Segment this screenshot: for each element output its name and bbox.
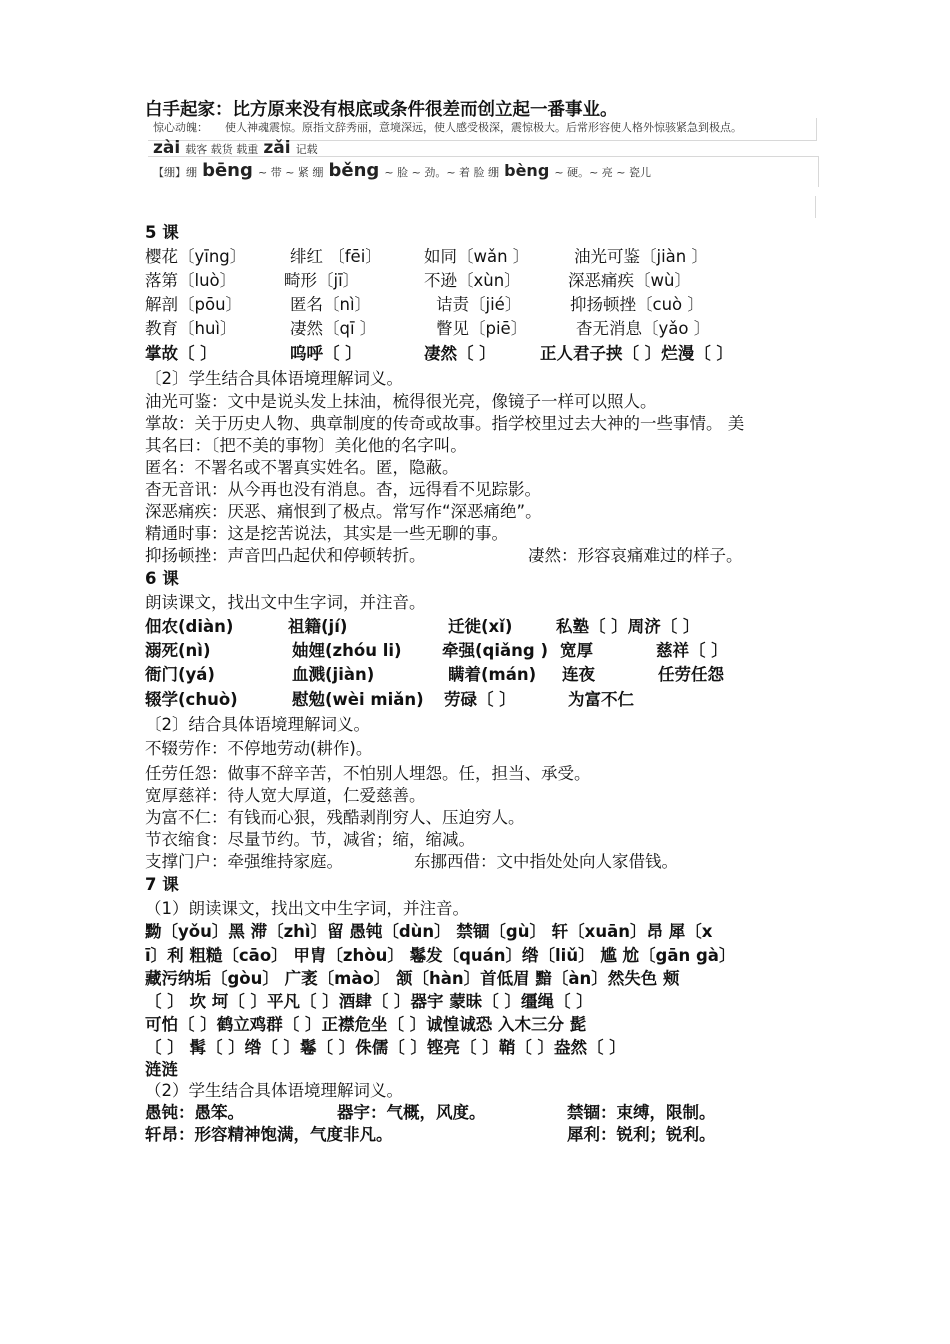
l6-r4-c3: 劳碌〔 〕 bbox=[444, 690, 516, 709]
l5-r3-c4: 抑扬顿挫〔cuò 〕 bbox=[570, 295, 704, 314]
l5-r2-c3: 不逊〔xùn〕 bbox=[424, 271, 521, 290]
l5-def-1: 油光可鉴：文中是说头发上抹油，梳得很光亮，像镜子一样可以照人。 bbox=[145, 392, 657, 411]
l6-r3-c1: 衙门(yá) bbox=[145, 665, 215, 684]
l7-def-5: 犀利：锐利；锐利。 bbox=[567, 1125, 716, 1144]
l6-r2-c4: 宽厚 bbox=[560, 641, 593, 660]
l6-def-4: 为富不仁：有钱而心狠，残酷剥削穷人、压迫穷人。 bbox=[145, 808, 525, 827]
l5-def-3: 其名曰：〔把不美的事物〕美化他的名字叫。 bbox=[145, 436, 467, 455]
beng-mid-2: ~ 脸 ~ 劲。~ 着 脸 绷 bbox=[384, 166, 500, 179]
l5-def-8a: 抑扬顿挫：声音凹凸起伏和停顿转折。 bbox=[145, 546, 426, 565]
l5-sub2: 〔2〕学生结合具体语境理解词义。 bbox=[145, 369, 403, 388]
lesson7-title: 7 课 bbox=[145, 875, 179, 894]
faint-box-3 bbox=[815, 196, 816, 218]
l6-r2-c1: 溺死(nì) bbox=[145, 641, 211, 660]
beng-row bbox=[153, 160, 651, 181]
l7-para-5: 可怕〔 〕鹤立鸡群〔 〕正襟危坐〔 〕诚惶诚恐 入木三分 髭 bbox=[145, 1015, 587, 1034]
l6-r4-c4: 为富不仁 bbox=[568, 690, 634, 709]
l5-def-4: 匿名：不署名或不署真实姓名。匿，隐蔽。 bbox=[145, 458, 459, 477]
l6-r2-c3: 牵强(qiǎng ) bbox=[442, 641, 548, 660]
beng-label: 【绷】绷 bbox=[153, 166, 197, 179]
l7-para-3: 藏污纳垢〔gòu〕 广袤〔mào〕 颔〔hàn〕首低眉 黯〔àn〕然失色 颊 bbox=[145, 969, 680, 988]
l5-r1-c2: 绯红 〔fēi〕 bbox=[290, 247, 382, 266]
l7-para-4: 〔 〕 坎 坷〔 〕平凡〔 〕酒肆〔 〕器宇 蒙昧〔 〕缰绳〔 〕 bbox=[145, 992, 593, 1011]
l5-r2-c1: 落第〔luò〕 bbox=[145, 271, 237, 290]
zai-words-2: 记载 bbox=[295, 143, 318, 156]
l5-r1-c3: 如同〔wǎn 〕 bbox=[424, 247, 530, 266]
l6-r3-c4: 连夜 bbox=[562, 665, 595, 684]
zai-row bbox=[153, 138, 318, 158]
l6-r1-c3: 迁徙(xǐ) bbox=[448, 617, 513, 636]
l5-def-8b: 凄然：形容哀痛难过的样子。 bbox=[528, 546, 743, 565]
beng-mid-1: ~ 带 ~ 紧 绷 bbox=[257, 166, 324, 179]
l7-sub1: （1）朗读课文，找出文中生字词，并注音。 bbox=[145, 899, 469, 918]
l6-sub2: 〔2〕结合具体语境理解词义。 bbox=[145, 715, 370, 734]
l7-def-3: 禁锢：束缚，限制。 bbox=[567, 1103, 716, 1122]
l6-r2-c5: 慈祥〔 〕 bbox=[656, 641, 728, 660]
l5-r1-c4: 油光可鉴〔jiàn 〕 bbox=[574, 247, 708, 266]
l6-def-5: 节衣缩食：尽量节约。节，减省；缩，缩减。 bbox=[145, 830, 475, 849]
l6-r3-c5: 任劳任怨 bbox=[658, 665, 724, 684]
top-line-baishou: 白手起家：比方原来没有根底或条件很差而创立起一番事业。 bbox=[145, 100, 618, 120]
l6-def-3: 宽厚慈祥：待人宽大厚道，仁爱慈善。 bbox=[145, 786, 426, 805]
l5-r3-c1: 解剖〔pōu〕 bbox=[145, 295, 243, 314]
l7-def-4: 轩昂：形容精神饱满，气度非凡。 bbox=[145, 1125, 393, 1144]
l7-def-2: 器宇：气概，风度。 bbox=[337, 1103, 486, 1122]
l5-r4-c1: 教育〔huì〕 bbox=[145, 319, 237, 338]
l5-def-2: 掌故：关于历史人物、典章制度的传奇或故事。指学校里过去大神的一些事情。 美 bbox=[145, 414, 745, 433]
l5-r4-c4: 杳无消息〔yǎo 〕 bbox=[576, 319, 711, 338]
l6-r3-c3: 瞒着(mán) bbox=[448, 665, 537, 684]
beng-pinyin-3: bèng bbox=[504, 161, 550, 180]
l6-r4-c1: 辍学(chuò) bbox=[145, 690, 238, 709]
l5-def-6: 深恶痛疾：厌恶、痛恨到了极点。常写作“深恶痛绝”。 bbox=[145, 502, 542, 521]
l5-r5-c2: 呜呼〔 〕 bbox=[290, 344, 362, 363]
l6-def-6a: 支撑门户：牵强维持家庭。 bbox=[145, 852, 343, 871]
l5-r4-c2: 凄然〔qī 〕 bbox=[290, 319, 377, 338]
l5-r5-c4: 正人君子挟〔 〕烂漫〔 〕 bbox=[540, 344, 733, 363]
l5-r2-c2: 畸形〔jī〕 bbox=[284, 271, 360, 290]
lesson6-title: 6 课 bbox=[145, 569, 179, 588]
l6-r1-c1: 佃农(diàn) bbox=[145, 617, 234, 636]
l6-def-2: 任劳任怨：做事不辞辛苦，不怕别人埋怨。任，担当、承受。 bbox=[145, 764, 591, 783]
l5-r4-c3: 瞥见〔piē〕 bbox=[436, 319, 528, 338]
l6-intro: 朗读课文，找出文中生字词，并注音。 bbox=[145, 593, 426, 612]
l5-r5-c1: 掌故〔 〕 bbox=[145, 344, 217, 363]
l7-sub2: （2）学生结合具体语境理解词义。 bbox=[145, 1081, 403, 1100]
zai-pinyin-1: zài bbox=[153, 138, 181, 158]
beng-pinyin-2: běng bbox=[328, 160, 380, 181]
l7-def-1: 愚钝：愚笨。 bbox=[145, 1103, 244, 1122]
l6-r2-c2: 妯娌(zhóu li) bbox=[292, 641, 402, 660]
l6-r1-c2: 祖籍(jí) bbox=[288, 617, 348, 636]
note-label: 惊心动魄： bbox=[153, 121, 208, 134]
l6-r1-c4: 私塾〔 〕周济〔 〕 bbox=[556, 617, 700, 636]
l5-r1-c1: 樱花〔yīng〕 bbox=[145, 247, 247, 266]
beng-pinyin-1: bēng bbox=[202, 160, 253, 181]
l7-para-2: ī〕利 粗糙〔cāo〕 甲胄〔zhòu〕 鬈发〔quán〕绺〔liǔ〕 尴 尬〔gān gà〕 bbox=[145, 946, 736, 965]
l7-para-7: 涟涟 bbox=[145, 1060, 178, 1079]
note-text: 使人神魂震惊。原指文辞秀丽，意境深远，使人感受极深，震惊极大。后常形容使人格外惊骇紧急到极点。 bbox=[225, 121, 742, 134]
l5-def-5: 杳无音讯：从今再也没有消息。杳，远得看不见踪影。 bbox=[145, 480, 541, 499]
l6-r4-c2: 慰勉(wèi miǎn) bbox=[292, 690, 424, 709]
l5-r2-c4: 深恶痛疾〔wù〕 bbox=[568, 271, 691, 290]
l7-para-1: 黝〔yǒu〕黑 滞〔zhì〕留 愚钝〔dùn〕 禁锢〔gù〕 轩〔xuān〕昂 犀〔x bbox=[145, 922, 713, 941]
l6-def-6b: 东挪西借：文中指处处向人家借钱。 bbox=[414, 852, 678, 871]
l6-def-1: 不辍劳作：不停地劳动(耕作)。 bbox=[145, 739, 373, 758]
beng-end: ~ 硬。~ 亮 ~ 瓷儿 bbox=[554, 166, 652, 179]
l5-def-7: 精通时事：这是挖苦说法，其实是一些无聊的事。 bbox=[145, 524, 508, 543]
l5-r3-c2: 匿名〔nì〕 bbox=[290, 295, 372, 314]
l5-r3-c3: 诘责〔jié〕 bbox=[436, 295, 522, 314]
zai-words-1: 载客 载货 载重 bbox=[185, 143, 259, 156]
zai-pinyin-2: zǎi bbox=[263, 138, 291, 158]
l7-para-6: 〔 〕 髯〔 〕绺〔 〕鬈〔 〕侏儒〔 〕铿亮〔 〕鞘〔 〕盎然〔 〕 bbox=[145, 1038, 626, 1057]
l6-r3-c2: 血溅(jiàn) bbox=[292, 665, 375, 684]
l5-r5-c3: 凄然〔 〕 bbox=[424, 344, 496, 363]
lesson5-title: 5 课 bbox=[145, 223, 179, 242]
